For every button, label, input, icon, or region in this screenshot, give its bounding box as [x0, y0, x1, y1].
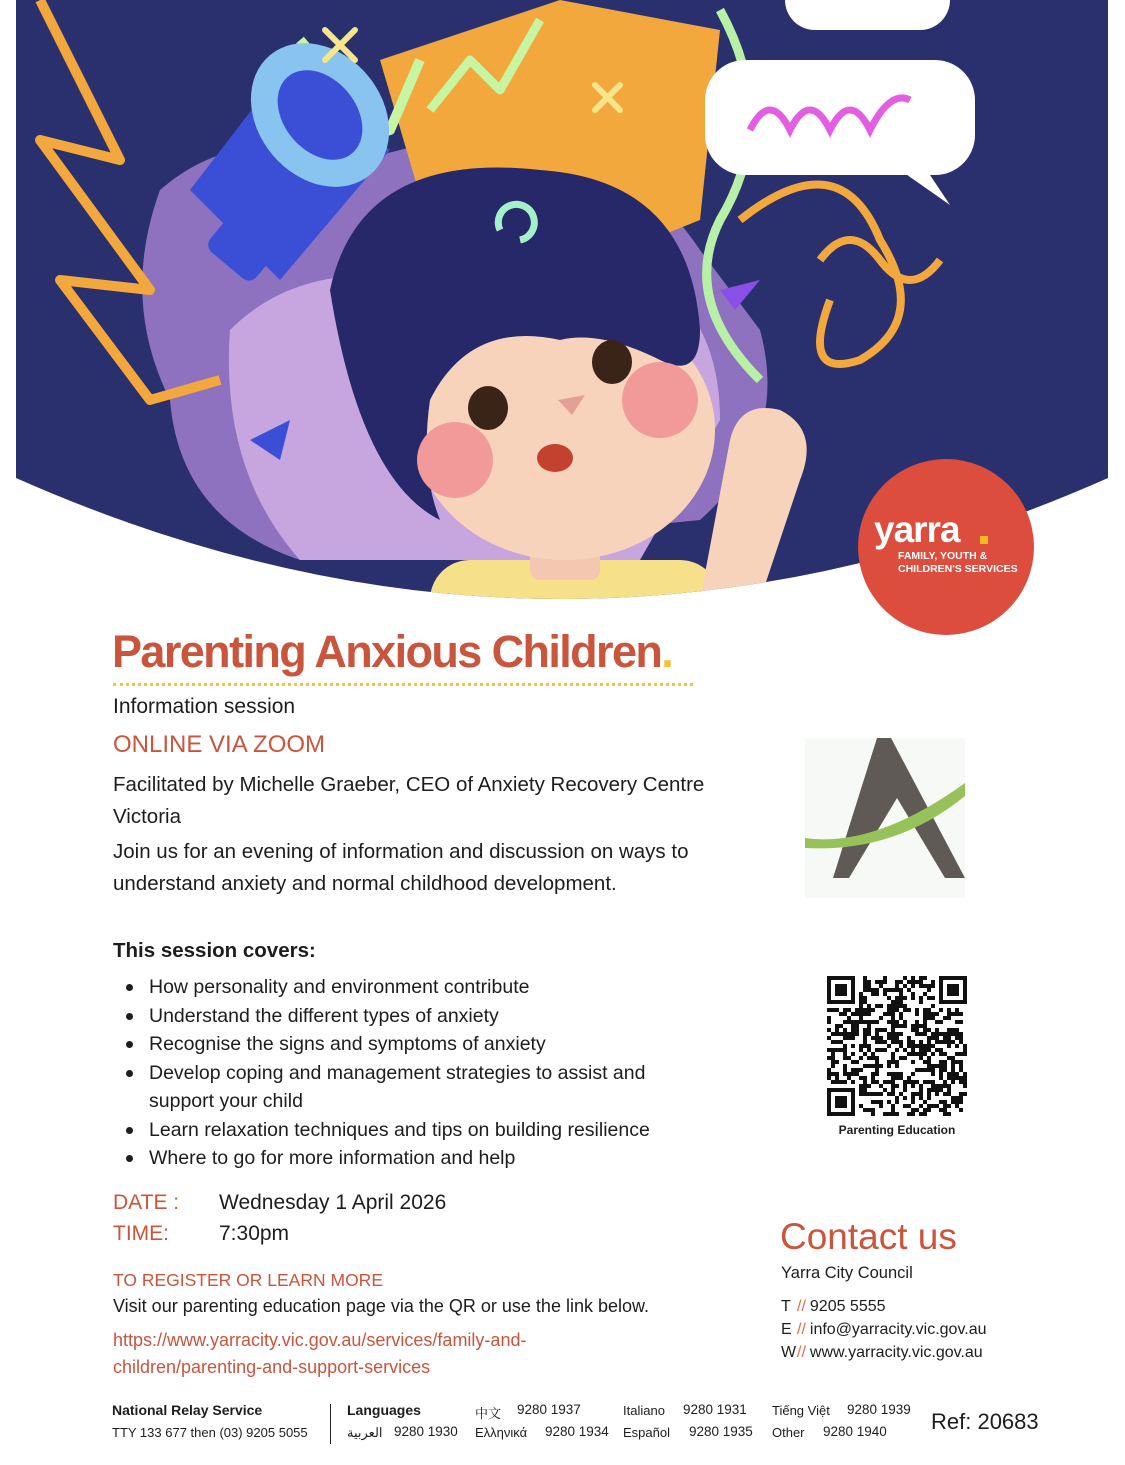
page-title — [112, 626, 672, 678]
arc-logo — [805, 738, 965, 898]
yarra-subtitle: FAMILY, YOUTH & CHILDREN'S SERVICES — [898, 550, 1018, 575]
list-item — [113, 1059, 703, 1116]
language-name: Español — [623, 1425, 670, 1440]
language-number: 9280 1937 — [517, 1402, 581, 1417]
list-item — [113, 1030, 703, 1059]
list-item-text: Learn relaxation techniques and tips on building resilience — [149, 1118, 650, 1141]
yarra-wordmark-dot — [980, 536, 988, 544]
register-text: Visit our parenting education page via the QR or use the link below. — [113, 1296, 650, 1316]
language-name: 中文 — [475, 1406, 502, 1421]
list-item-text: Understand the different types of anxiety — [149, 1004, 499, 1027]
facilitator-text: Facilitated by Michelle Graeber, CEO of Anxiety Recovery Centre Victoria — [113, 773, 705, 828]
language-number: 9280 1940 — [823, 1424, 887, 1439]
contact-separator: // — [797, 1344, 806, 1361]
yarra-wordmark: yarra — [874, 509, 960, 550]
title-dot: . — [661, 626, 673, 677]
title-divider — [113, 683, 693, 686]
email-value[interactable]: info@yarracity.vic.gov.au — [809, 1321, 987, 1338]
session-type: Information session — [113, 695, 296, 718]
qr-code[interactable] — [827, 976, 967, 1116]
language-name: Tiếng Việt — [772, 1403, 830, 1418]
reference-number: Ref: 20683 — [931, 1409, 1039, 1434]
bullet-icon — [126, 1013, 133, 1020]
bullet-icon — [126, 1155, 133, 1162]
covers-heading: This session covers: — [113, 939, 316, 962]
contact-separator: // — [797, 1321, 806, 1338]
contact-separator: // — [797, 1298, 806, 1315]
list-item — [113, 1116, 703, 1145]
list-item-text: How personality and environment contribute — [149, 976, 530, 998]
list-item — [113, 1002, 703, 1031]
phone-value[interactable]: 9205 5555 — [809, 1298, 886, 1315]
languages-title: Languages — [347, 1402, 421, 1418]
nrs-tty: TTY 133 677 then (03) 9205 5055 — [112, 1425, 308, 1440]
contact-key: T — [781, 1298, 791, 1315]
time-value: 7:30pm — [219, 1222, 290, 1245]
language-number: 9280 1934 — [545, 1424, 609, 1439]
date-value: Wednesday 1 April 2026 — [219, 1191, 447, 1214]
nrs-title: National Relay Service — [112, 1402, 263, 1418]
contact-org: Yarra City Council — [781, 1264, 913, 1282]
title-text: Parenting Anxious Children — [112, 626, 662, 677]
contact-key: E — [781, 1321, 792, 1338]
language-name: Ελληνικά — [475, 1425, 528, 1440]
time-label: TIME: — [113, 1222, 169, 1245]
website-value[interactable]: www.yarracity.vic.gov.au — [809, 1344, 983, 1361]
language-number: 9280 1939 — [847, 1402, 911, 1417]
contact-email — [781, 1321, 987, 1339]
delivery-mode: ONLINE VIA ZOOM — [113, 731, 326, 758]
list-item — [113, 973, 703, 1002]
list-item-text: Recognise the signs and symptoms of anxiety — [149, 1033, 546, 1055]
register-link[interactable]: https://www.yarracity.vic.gov.au/services/family-and-children/parenting-and-support-services — [113, 1330, 527, 1377]
language-name: العربية — [347, 1425, 383, 1440]
language-number: 9280 1931 — [683, 1402, 747, 1417]
bullet-icon — [126, 984, 133, 991]
intro-text: Join us for an evening of information and discussion on ways to understand anxiety and normal childhood development. — [113, 840, 689, 895]
covers-list — [113, 973, 703, 1173]
contact-heading: Contact us — [780, 1216, 957, 1257]
bullet-icon — [126, 1127, 133, 1134]
contact-phone — [781, 1298, 886, 1316]
list-item-text: Develop coping and management strategies to assist and support your child — [149, 1061, 646, 1112]
register-heading: TO REGISTER OR LEARN MORE — [113, 1270, 383, 1290]
contact-key: W — [781, 1344, 797, 1361]
language-name: Other — [772, 1425, 805, 1440]
footer-divider — [330, 1404, 331, 1444]
qr-caption: Parenting Education — [838, 1123, 956, 1137]
bullet-icon — [126, 1070, 133, 1077]
language-number: 9280 1935 — [689, 1424, 753, 1439]
language-number: 9280 1930 — [394, 1424, 458, 1439]
yarra-logo-badge — [858, 459, 1034, 635]
contact-web — [781, 1344, 983, 1362]
language-name: Italiano — [623, 1403, 665, 1418]
list-item — [113, 1144, 703, 1173]
date-label: DATE : — [113, 1191, 180, 1214]
bullet-icon — [126, 1041, 133, 1048]
list-item-text: Where to go for more information and help — [149, 1147, 516, 1169]
